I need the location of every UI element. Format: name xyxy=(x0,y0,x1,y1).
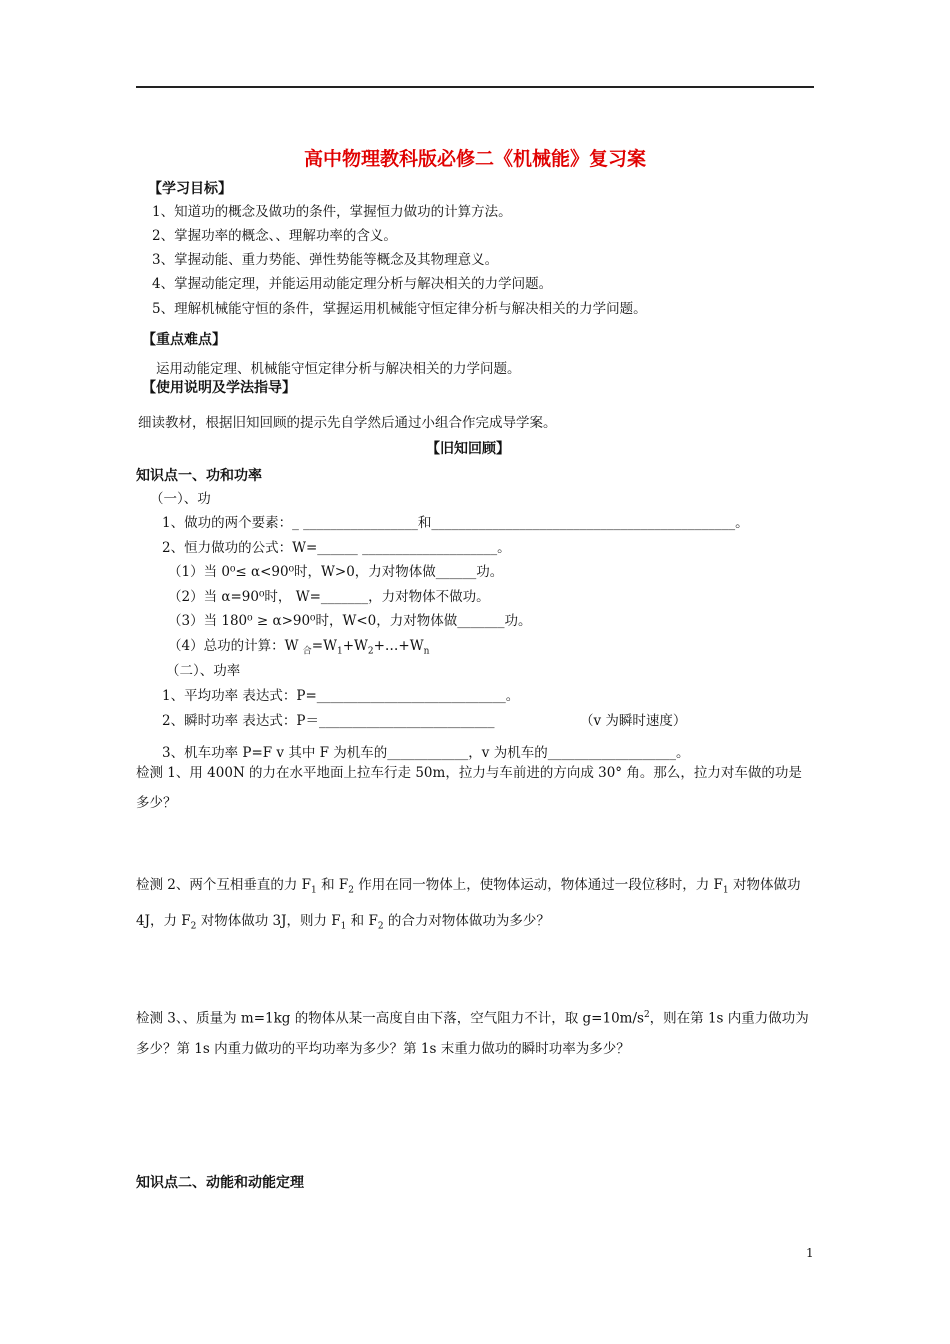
key-points-text: 运用动能定理、机械能守恒定律分析与解决相关的力学问题。 xyxy=(156,361,521,377)
inst-power-note: （v 为瞬时速度） xyxy=(580,713,687,729)
case-3: （3）当 180⁰ ≥ α>90⁰时，W<0，力对物体做_______功。 xyxy=(168,613,532,629)
question-3: 检测 3、、质量为 m=1kg 的物体从某一高度自由下落，空气阻力不计，取 $g=10m/s^2$，则在第 1s 内重力做功为多少？第 1s 内重力做功的平均功率为多少？第 1s 末重力做功的瞬时功率为多少？ xyxy=(136,1010,809,1057)
page-title: 高中物理教科版必修二《机械能》复习案 xyxy=(303,148,646,170)
kp1-sub-work: （一）、功 xyxy=(150,491,211,507)
inst-power-line: 2、瞬时功率 表达式：P＝__________________________ xyxy=(162,713,495,729)
case-1: （1）当 0⁰≤ α<90⁰时，W>0，力对物体做______功。 xyxy=(168,564,504,580)
objective-item-4: 4、掌握动能定理，并能运用动能定理分析与解决相关的力学问题。 xyxy=(152,276,553,292)
avg-power-line: 1、平均功率 表达式：P=____________________________。 xyxy=(162,688,520,704)
kp1-sub-power: （二）、功率 xyxy=(166,663,241,679)
engine-power-line: 3、机车功率 P=F v 其中 F 为机车的____________，v 为机车的___________________。 xyxy=(162,745,690,761)
objective-item-2: 2、掌握功率的概念、、理解功率的含义。 xyxy=(152,228,397,244)
key-points-heading: 【重点难点】 xyxy=(142,332,226,348)
kp2-heading: 知识点二、动能和动能定理 xyxy=(136,1175,304,1191)
objectives-heading: 【学习目标】 xyxy=(148,181,232,197)
objective-item-1: 1、知道功的概念及做功的条件，掌握恒力做功的计算方法。 xyxy=(152,204,512,220)
work-formula-line: 2、恒力做功的公式：W=______ ____________________。 xyxy=(162,540,511,556)
usage-text: 细读教材，根据旧知回顾的提示先自学然后通过小组合作完成导学案。 xyxy=(138,415,557,431)
question-2: 检测 2、两个互相垂直的力 $F_1$ 和 $F_2$ 作用在同一物体上，使物体运动，物体通过一段位移时，力 $F_1$ 对物体做功 4J，力 $F_2$ 对物体做功 3J，则力 $F_1$ 和 $F_2$ 的合力对物体做功为多少？ xyxy=(136,877,801,932)
usage-heading: 【使用说明及学法指导】 xyxy=(142,380,296,396)
kp1-heading: 知识点一、功和功率 xyxy=(136,468,262,484)
question-1: 检测 1、用 400N 的力在水平地面上拉车行走 50m，拉力与车前进的方向成 30° 角。那么，拉力对车做的功是多少？ xyxy=(136,765,802,811)
header-rule xyxy=(136,86,814,88)
objective-item-3: 3、掌握动能、重力势能、弹性势能等概念及其物理意义。 xyxy=(152,252,499,268)
page-number: 1 xyxy=(806,1246,814,1260)
work-elements-line: 1、做功的两个要素：_ _________________和_____________________________________________。 xyxy=(162,515,749,531)
review-heading: 【旧知回顾】 xyxy=(426,441,510,457)
objective-item-5: 5、理解机械能守恒的条件，掌握运用机械能守恒定律分析与解决相关的力学问题。 xyxy=(152,301,647,317)
case-4-total-work: （4）总功的计算：W $_合=W_1+W_2+\dots+W_n$ xyxy=(168,638,430,657)
case-2: （2）当 α=90⁰时， W=_______，力对物体不做功。 xyxy=(168,589,490,605)
